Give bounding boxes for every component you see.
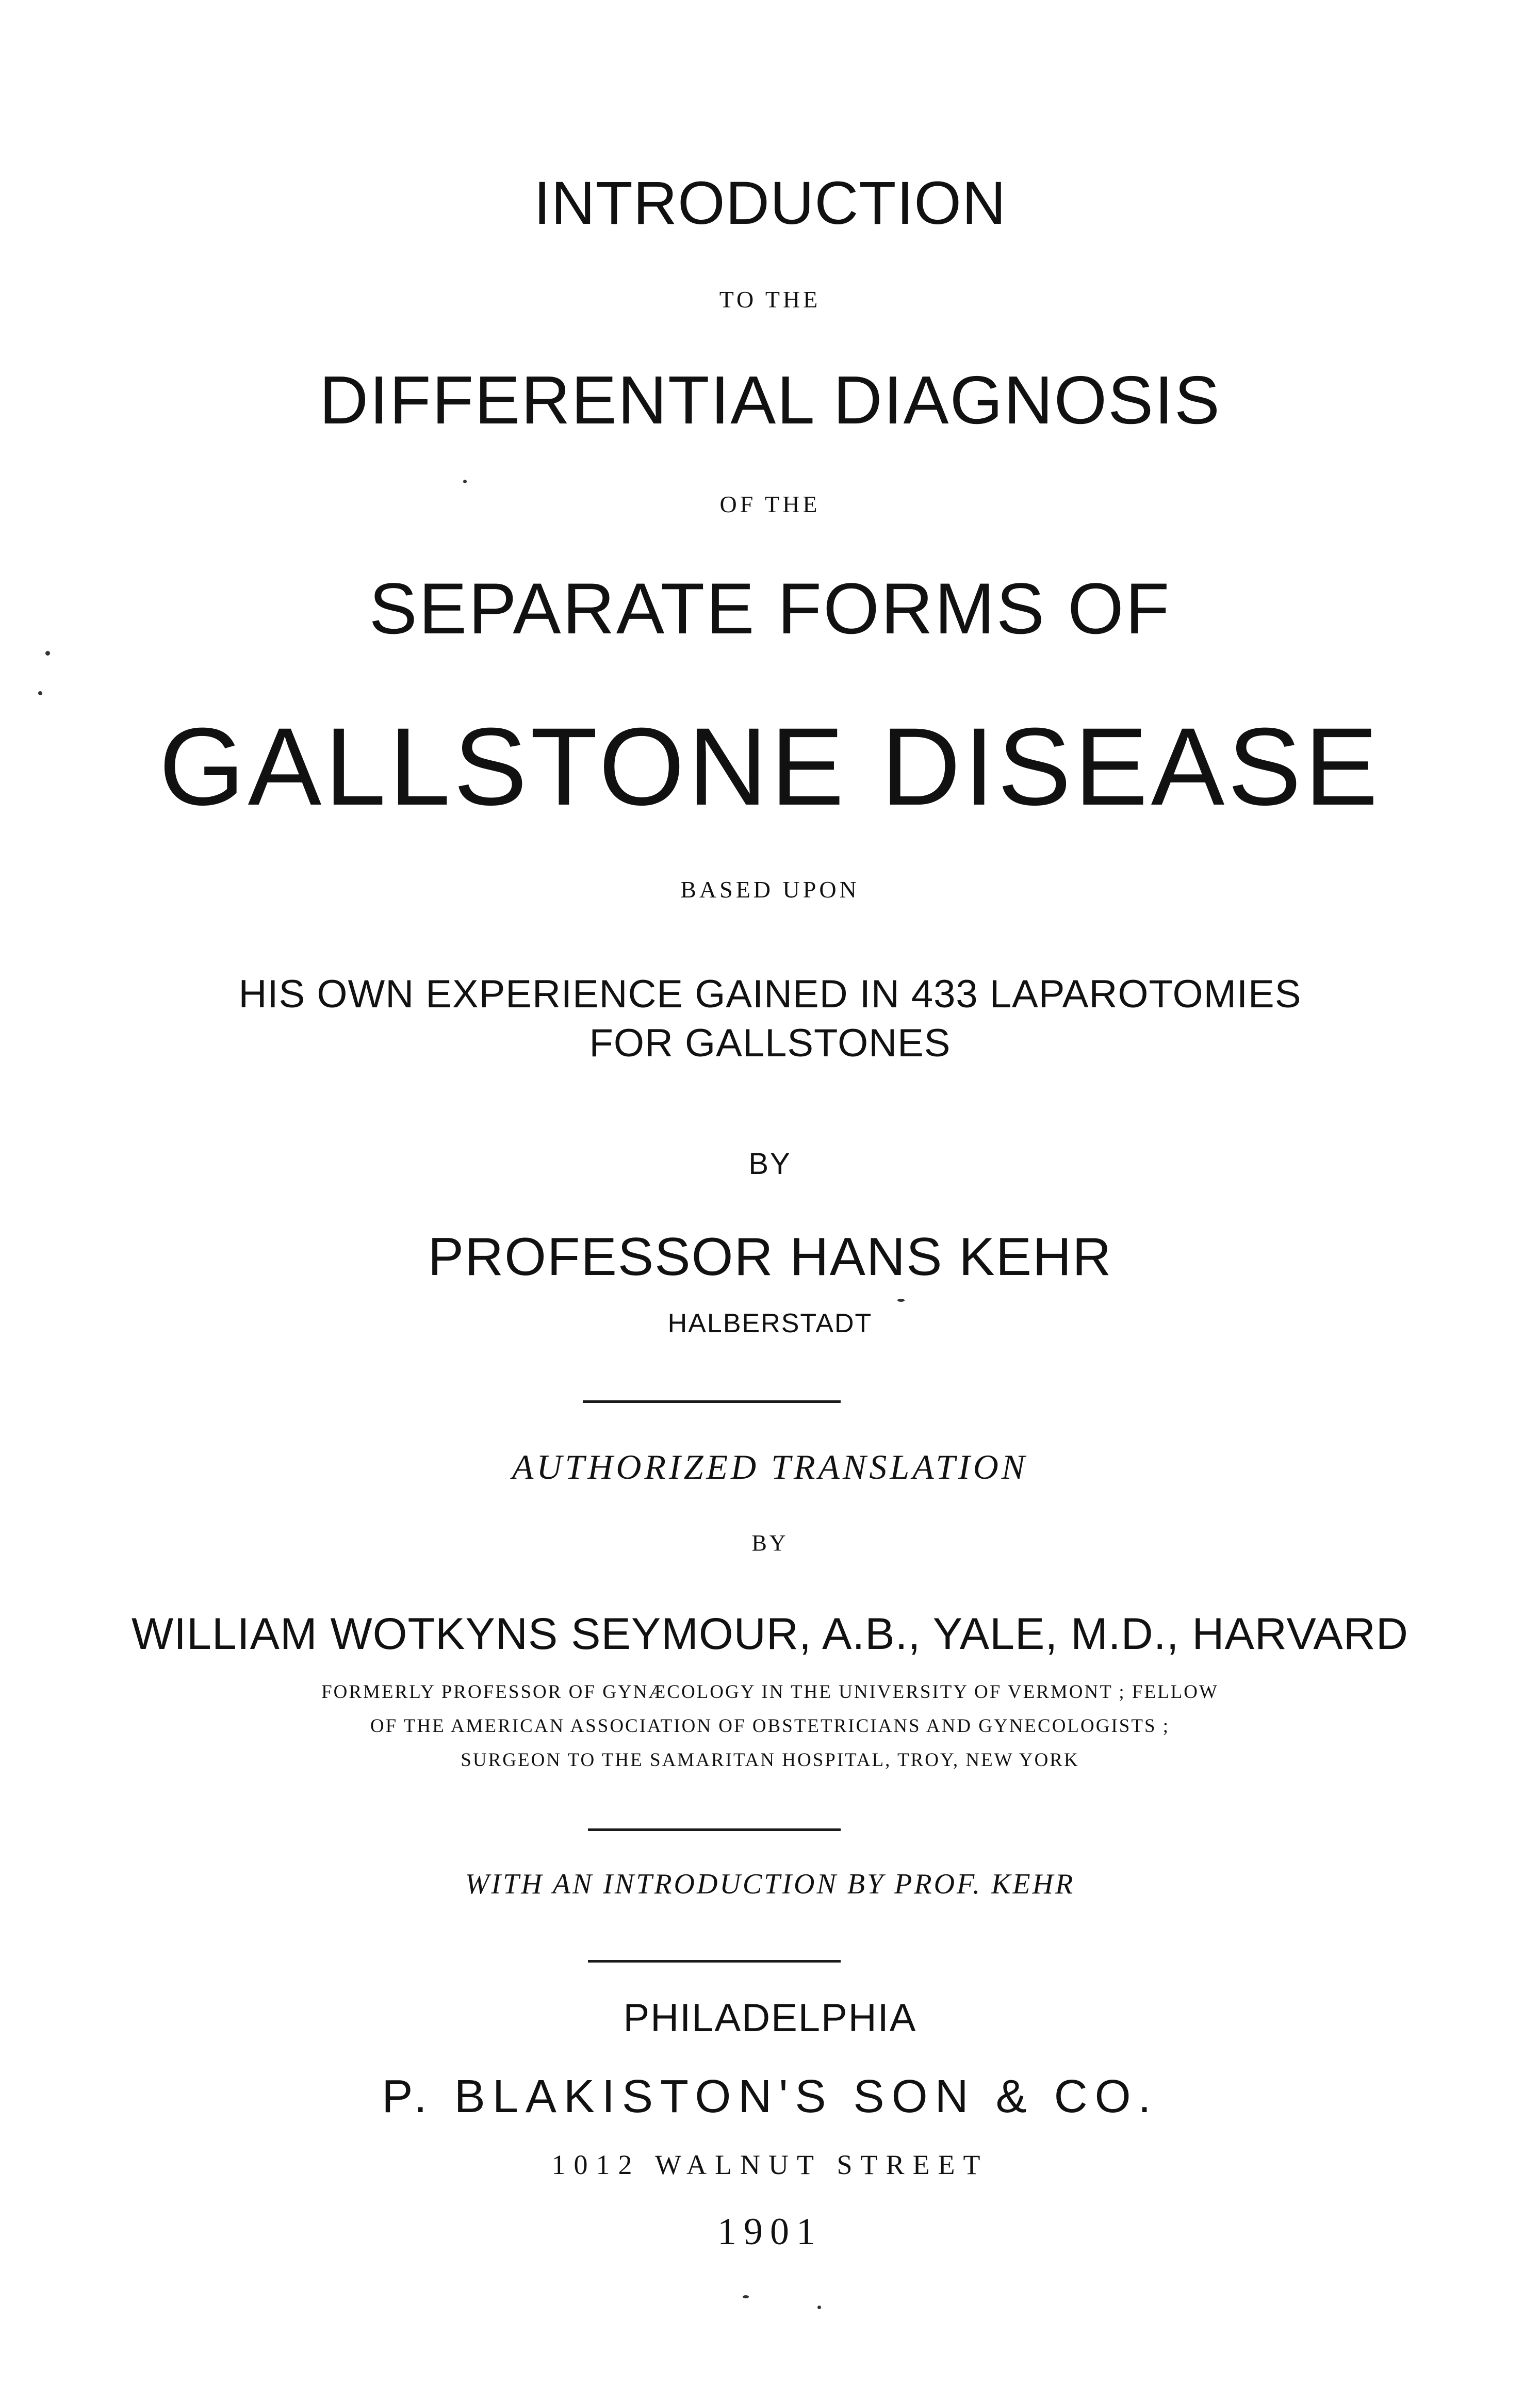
print-speck <box>817 2306 821 2309</box>
title-line-differential-diagnosis: DIFFERENTIAL DIAGNOSIS <box>319 362 1221 438</box>
print-speck <box>38 691 42 695</box>
author-name: PROFESSOR HANS KEHR <box>428 1227 1112 1287</box>
print-speck <box>463 480 467 483</box>
title-line-for-gallstones: FOR GALLSTONES <box>589 1021 951 1065</box>
publisher-name: P. BLAKISTON'S SON & CO. <box>382 2071 1158 2122</box>
translator-by: BY <box>751 1530 789 1556</box>
title-line-separate-forms: SEPARATE FORMS OF <box>369 568 1171 649</box>
title-line-of-the: OF THE <box>719 491 821 517</box>
title-line-experience: HIS OWN EXPERIENCE GAINED IN 433 LAPAROTOMIES <box>238 972 1302 1016</box>
title-line-introduction: INTRODUCTION <box>533 169 1007 237</box>
author-place: HALBERSTADT <box>667 1309 873 1338</box>
translator-credentials-1: FORMERLY PROFESSOR OF GYNÆCOLOGY IN THE UNIVERSITY OF VERMONT ; FELLOW <box>321 1681 1219 1703</box>
translator-credentials-2: OF THE AMERICAN ASSOCIATION OF OBSTETRICIANS AND GYNECOLOGISTS ; <box>370 1715 1170 1737</box>
title-line-gallstone-disease: GALLSTONE DISEASE <box>159 705 1381 828</box>
publication-year: 1901 <box>717 2211 823 2253</box>
title-line-by: BY <box>748 1147 792 1181</box>
authorized-translation: AUTHORIZED TRANSLATION <box>512 1447 1028 1486</box>
publisher-city: PHILADELPHIA <box>623 1996 917 2040</box>
publisher-address: 1012 WALNUT STREET <box>551 2149 989 2180</box>
divider-rule-3 <box>588 1960 841 1963</box>
title-line-to-the: TO THE <box>719 286 821 313</box>
translator-name: WILLIAM WOTKYNS SEYMOUR, A.B., YALE, M.D., HARVARD <box>131 1609 1408 1659</box>
title-line-based-upon: BASED UPON <box>680 876 860 903</box>
translator-credentials-3: SURGEON TO THE SAMARITAN HOSPITAL, TROY, NEW YORK <box>461 1750 1079 1771</box>
divider-rule-2 <box>588 1828 841 1831</box>
print-speck <box>897 1299 905 1302</box>
introduction-note: WITH AN INTRODUCTION BY PROF. KEHR <box>465 1868 1075 1900</box>
print-speck <box>45 651 50 656</box>
print-speck <box>743 2295 749 2298</box>
divider-rule-1 <box>583 1400 841 1403</box>
